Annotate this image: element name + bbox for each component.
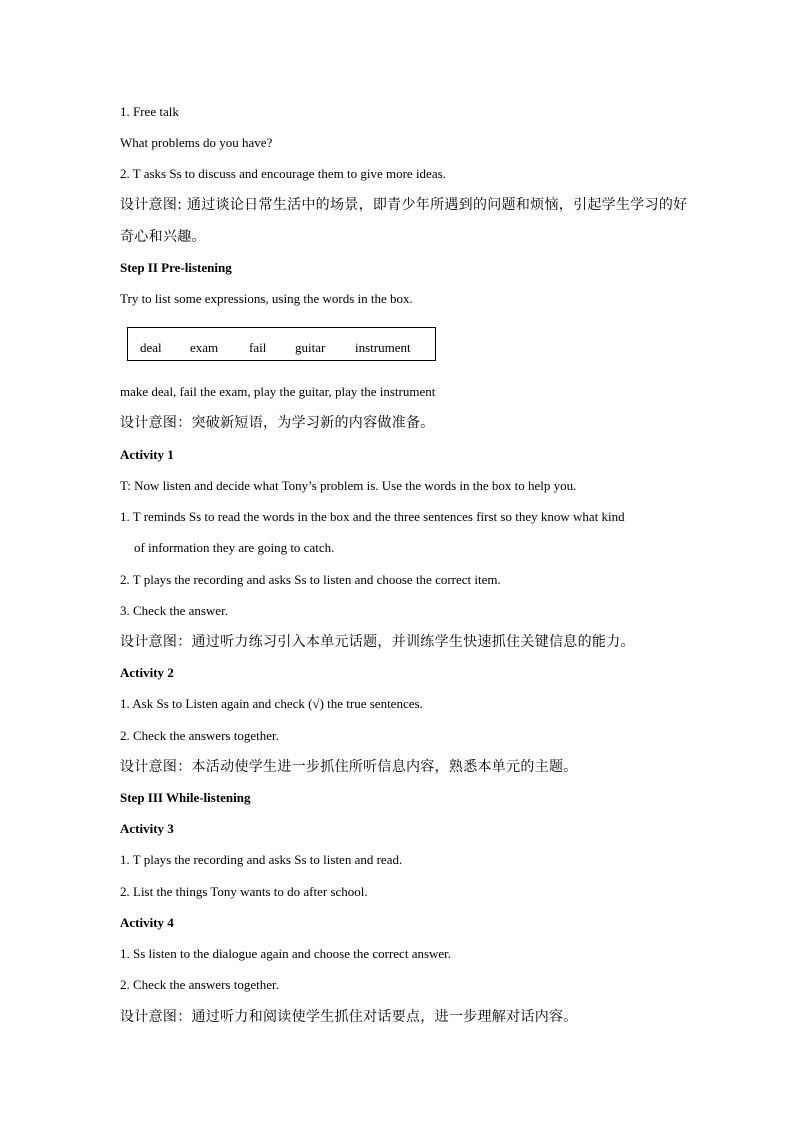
activity-1-step-1: 1. T reminds Ss to read the words in the box and the three sentences first so they know what kind: [120, 509, 625, 524]
design-intent-1: 设计意图: 通过谈论日常生活中的场景，即青少年所遇到的问题和烦恼，引起学生学习的好: [120, 197, 688, 213]
activity-2-heading: Activity 2: [120, 665, 174, 680]
word-fail: fail: [249, 340, 267, 355]
step-2-heading: Step II Pre-listening: [120, 260, 232, 275]
activity-1-step-3: 3. Check the answer.: [120, 603, 228, 618]
design-intent-5: 设计意图：通过听力和阅读使学生抓住对话要点，进一步理解对话内容。: [120, 1009, 578, 1025]
activity-1-step-1-cont: of information they are going to catch.: [134, 540, 335, 555]
word-box: [127, 327, 436, 361]
question-text: What problems do you have?: [120, 135, 273, 150]
word-exam: exam: [190, 340, 219, 355]
activity-2-step-1: 1. Ask Ss to Listen again and check (√) the true sentences.: [120, 696, 423, 711]
expressions-answer: make deal, fail the exam, play the guitar, play the instrument: [120, 384, 436, 399]
activity-4-step-1: 1. Ss listen to the dialogue again and choose the correct answer.: [120, 946, 452, 961]
activity-1-step-2: 2. T plays the recording and asks Ss to listen and choose the correct item.: [120, 572, 501, 587]
activity-4-step-2: 2. Check the answers together.: [120, 977, 279, 992]
word-guitar: guitar: [295, 340, 326, 355]
design-intent-1-cont: 奇心和兴趣。: [120, 229, 206, 245]
word-instrument: instrument: [355, 340, 411, 355]
design-intent-3: 设计意图：通过听力练习引入本单元话题，并训练学生快速抓住关键信息的能力。: [120, 634, 635, 650]
design-intent-2: 设计意图：突破新短语，为学习新的内容做准备。: [120, 415, 435, 431]
discuss-instruction: 2. T asks Ss to discuss and encourage them to give more ideas.: [120, 166, 446, 181]
step-3-heading: Step III While-listening: [120, 790, 251, 805]
activity-1-teacher-instruction: T: Now listen and decide what Tony’s problem is. Use the words in the box to help you.: [120, 478, 577, 493]
activity-3-step-1: 1. T plays the recording and asks Ss to listen and read.: [120, 852, 403, 867]
activity-4-heading: Activity 4: [120, 915, 174, 930]
design-intent-4: 设计意图：本活动使学生进一步抓住所听信息内容，熟悉本单元的主题。: [120, 759, 578, 775]
free-talk-heading: 1. Free talk: [120, 104, 179, 119]
activity-3-heading: Activity 3: [120, 821, 174, 836]
activity-1-heading: Activity 1: [120, 447, 174, 462]
activity-3-step-2: 2. List the things Tony wants to do after school.: [120, 884, 368, 899]
word-deal: deal: [140, 340, 162, 355]
list-expressions-instruction: Try to list some expressions, using the words in the box.: [120, 291, 413, 306]
activity-2-step-2: 2. Check the answers together.: [120, 728, 279, 743]
